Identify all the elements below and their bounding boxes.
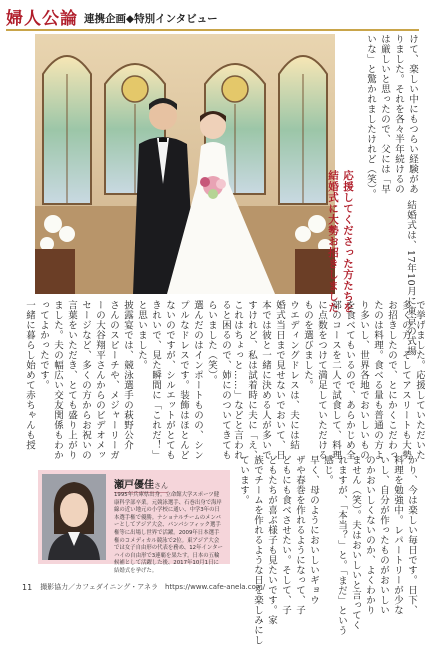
text-line: り多いし、世界各地でおいしいもの xyxy=(358,300,369,460)
text-line: セージなど、多くの方からお祝いの xyxy=(80,300,91,460)
portrait-illustration xyxy=(42,474,106,560)
text-line: どもにも食べさせたい。そして、子 xyxy=(280,455,291,615)
text-line: 瀬戸優佳 xyxy=(114,480,154,491)
text-line: 料理を勉強中。レパートリーが少な xyxy=(392,455,403,615)
text-line: ません（笑）。夫はおいしいと言ってく xyxy=(350,455,361,631)
wedding-photo xyxy=(35,34,335,294)
highlight-headline xyxy=(325,170,355,313)
text-line: かり、今は楽しい毎日です。日下、 xyxy=(406,455,417,615)
magazine-logo: 婦人公論 xyxy=(6,9,78,29)
text-line: 結婚式は、17年10月に東京の式場 xyxy=(405,200,416,357)
magazine-header xyxy=(6,7,419,31)
text-line: れますが、「本当？」と。「まだ」という xyxy=(336,455,347,636)
text-line: いな」と驚かれましたけれど（笑）。 xyxy=(365,34,376,200)
text-line: 感じ。 xyxy=(322,455,333,485)
text-line: プルなドレスです。装飾はほとんど xyxy=(178,300,189,460)
text-line: 早く、母のようにおいしいギョウ xyxy=(308,455,319,605)
profile-bio: 1995年兵庫県出身。立命館大学スポーツ健康科学部卒業。元競泳選手、石巻出身で海岸線の近い地元の小学校に通い、中学3年の日本選手権で優勝。ナショナルチームのメンバーとしてアジア大会、パンパシフィック選手権等に出場し世界で活躍。2009年日本選手権のコメディカル競泳で2位。東アジア大会では女子自由形の代表を務め、12年インターハイの自由形で3連覇を果たす。日本の五輪候補として活躍した後、2017年10月1日に結婚式を挙げた。 xyxy=(114,492,223,574)
text-line: で挙げました。応援していただいた xyxy=(414,300,425,460)
text-line: のかおいしくないのか、よくわかり xyxy=(364,455,375,615)
text-line: これはちょっと……」などと言われ xyxy=(232,300,243,460)
text-line: ウエディングドレスは、夫には結 xyxy=(288,300,299,450)
text-line: を食べてもいるので、あらかじめ全 xyxy=(344,300,355,460)
text-line: ものを選びました。 xyxy=(302,300,313,390)
text-line: お招きしたので、とにかくこだわっ xyxy=(386,300,397,460)
text-line: らいました（笑）。 xyxy=(206,300,217,386)
text-line: りました。それを各々半年続けるの xyxy=(393,34,404,194)
page-number: 11 xyxy=(22,582,33,592)
text-line: は厳しいと思ったので、父には「早 xyxy=(379,34,390,194)
text-line: たのは料理。食べる量も普通の方よ xyxy=(372,300,383,460)
text-line: 応援してくださった方たちを xyxy=(342,170,354,313)
text-line: 一緒に暮らし始めて赤ちゃんも授 xyxy=(24,300,35,450)
text-line: すけれど、私は試着時に夫に「え、 xyxy=(246,300,257,460)
intro-column xyxy=(363,34,419,200)
text-line: 披露宴では、競泳選手の萩野公介 xyxy=(122,300,133,450)
text-line: 選んだのはインポートものの、シン xyxy=(192,300,203,460)
text-line: ました。夫の幅広い交友関係もわか xyxy=(52,300,63,460)
text-line: さん xyxy=(154,482,168,490)
body-column-3 xyxy=(236,455,418,645)
text-line: 言葉をいただき、とても盛り上がり xyxy=(66,300,77,460)
text-line: けて、楽しい中にもつらい経験があ xyxy=(407,34,418,194)
text-line: どもたちが喜ぶ様子も見たいです。家 xyxy=(266,455,277,625)
text-line: ないのですが、シルエットがとても xyxy=(164,300,175,460)
text-line: ってよかったです。 xyxy=(38,300,49,390)
profile-name xyxy=(114,476,168,493)
text-line: ザや春巻を作れるようになって、子 xyxy=(294,455,305,615)
text-line: に点数をつけて満足していただける xyxy=(316,300,327,460)
body-column-2 xyxy=(22,300,232,460)
text-line: ると困るので、姉にのついてきても xyxy=(220,300,231,460)
page-footer xyxy=(22,582,412,592)
intro-column-tail xyxy=(403,200,417,357)
text-line: ーの大谷翔平さんからのビデオメッ xyxy=(94,300,105,460)
photo-credit: 撮影協力／カフェダイニング・アネラ https://www.cafe-anela.com/ xyxy=(40,583,266,591)
body-column-1 xyxy=(230,300,425,460)
text-line: さんのスピーチや、メジャーリーガ xyxy=(108,300,119,460)
text-line: きれいで、見た瞬間に「これだ！」 xyxy=(150,300,161,460)
left-pew xyxy=(35,249,75,294)
text-line: 婚式当日まで見せないでおいて、日 xyxy=(274,300,285,460)
text-line: 本では彼と一緒に決める人が多いで xyxy=(260,300,271,460)
text-line: 部のコースを二人で試食して、料理 xyxy=(330,300,341,460)
text-line: 多くの方、そしてアスリートも大勢 xyxy=(400,300,411,460)
text-line: と思いました。 xyxy=(136,300,147,370)
profile-portrait xyxy=(42,474,106,560)
text-line: いし、自分が作ったものがおいしい xyxy=(378,455,389,615)
profile-box xyxy=(38,470,230,574)
section-subtitle: 連携企画◆特別インタビュー xyxy=(84,13,218,25)
wedding-photo-illustration xyxy=(35,34,335,294)
text-line: 族でチームを作れるような日を楽しみにし xyxy=(252,455,263,645)
text-line: ています。 xyxy=(238,455,249,505)
text-line: 結婚式に大勢お招きしました xyxy=(327,170,339,313)
